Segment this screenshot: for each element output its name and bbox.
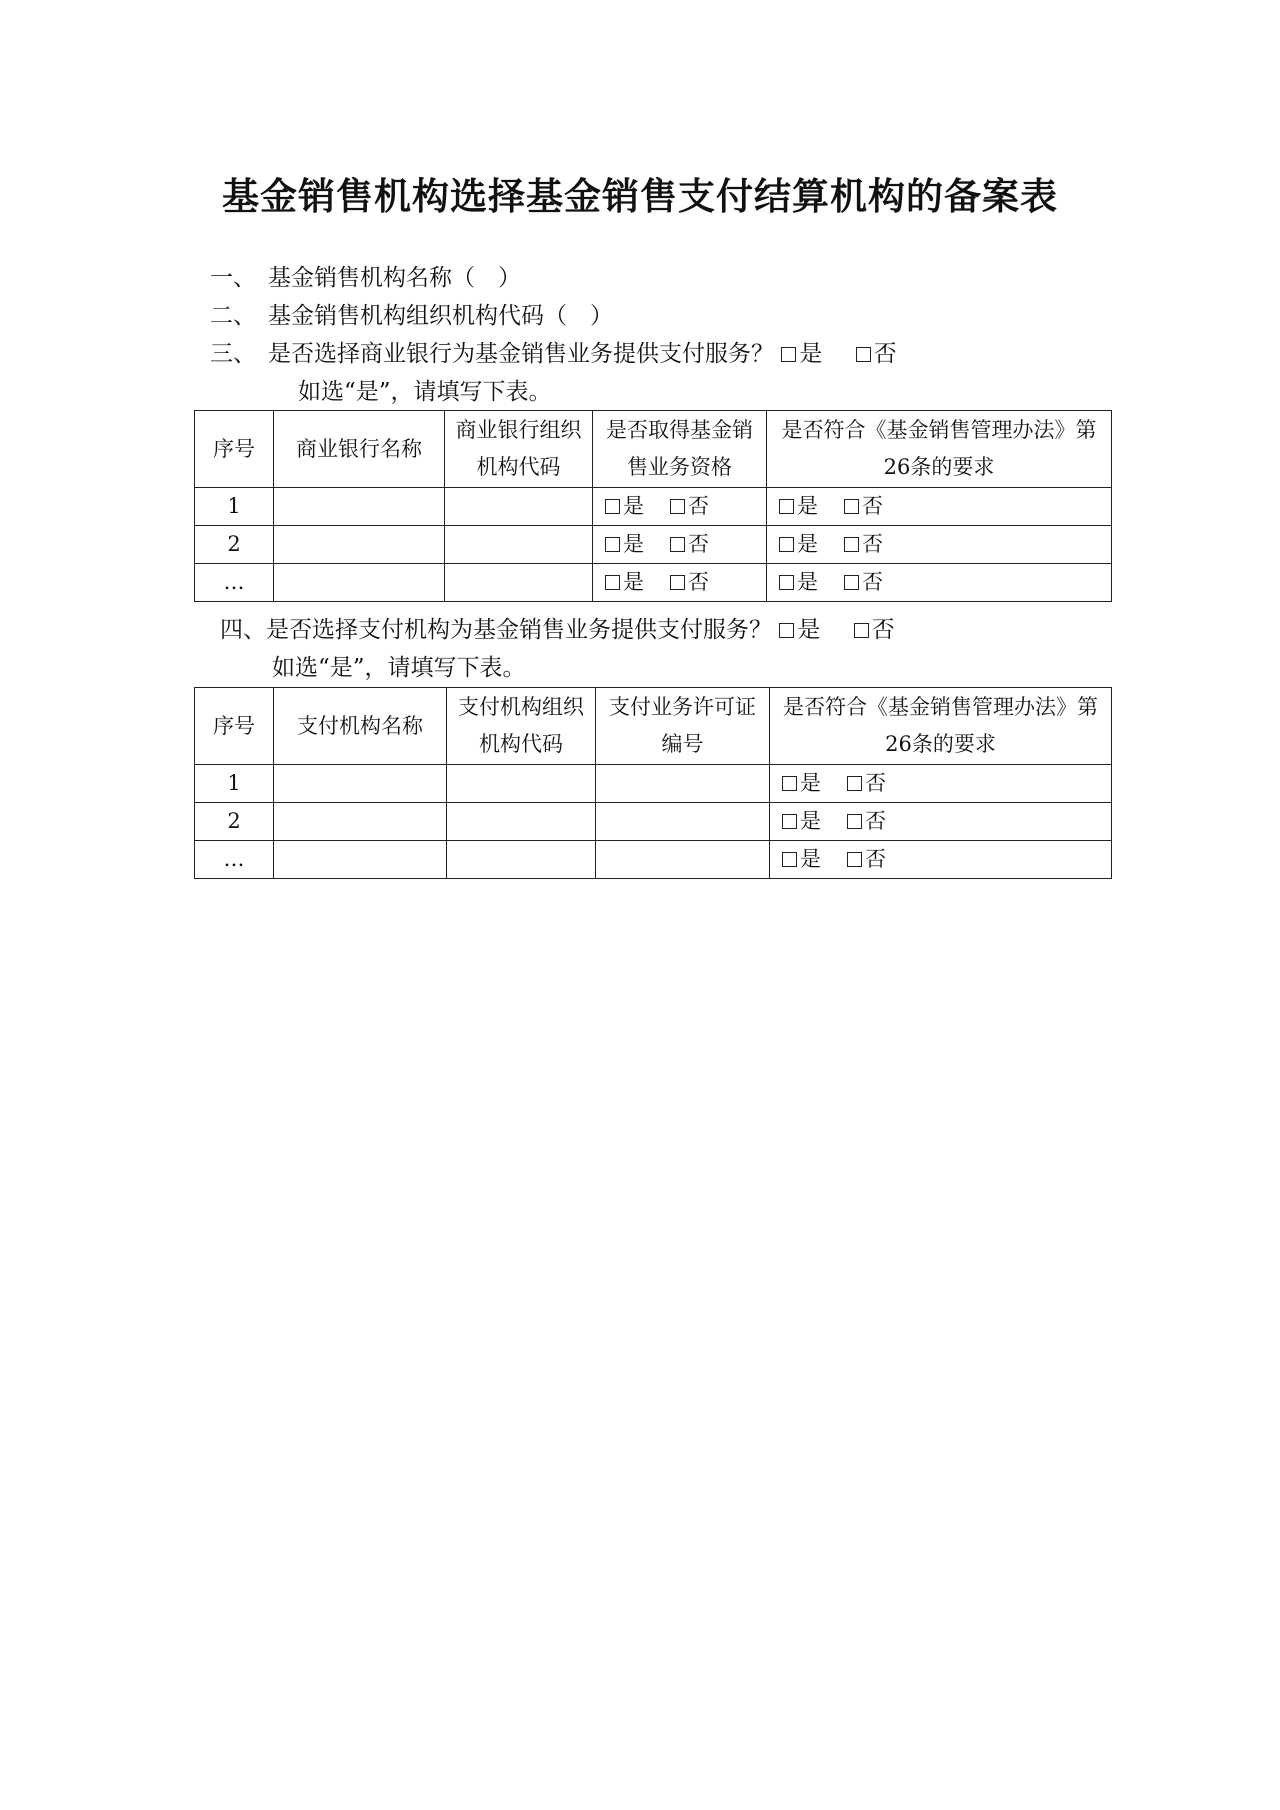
bank-no-option[interactable]: 否 bbox=[856, 339, 897, 369]
page-title: 基金销售机构选择基金销售支付结算机构的备案表 bbox=[222, 175, 1058, 218]
payment-question-text: 四、是否选择支付机构为基金销售业务提供支付服务？ bbox=[220, 617, 772, 643]
bank-name-cell[interactable] bbox=[274, 564, 445, 602]
row-seq: 1 bbox=[195, 765, 274, 803]
item-number: 三、 bbox=[210, 341, 256, 367]
yes-option[interactable]: 是 bbox=[782, 841, 821, 878]
checkbox-icon[interactable] bbox=[779, 499, 794, 514]
yes-option[interactable]: 是 bbox=[782, 803, 821, 840]
compliance-cell bbox=[767, 526, 1112, 564]
checkbox-icon[interactable] bbox=[844, 575, 859, 590]
checkbox-icon[interactable] bbox=[847, 814, 862, 829]
row-seq: … bbox=[195, 841, 274, 879]
yes-option[interactable]: 是 bbox=[605, 526, 644, 563]
compliance-cell bbox=[767, 488, 1112, 526]
bank-table bbox=[194, 410, 1112, 602]
col-header-compliance: 是否符合《基金销售管理办法》第26条的要求 bbox=[770, 688, 1112, 765]
col-header-payment-code: 支付机构组织机构代码 bbox=[447, 688, 596, 765]
item-number: 二、 bbox=[210, 303, 256, 329]
checkbox-icon[interactable] bbox=[847, 852, 862, 867]
no-option[interactable]: 否 bbox=[847, 841, 886, 878]
checkbox-icon[interactable] bbox=[670, 499, 685, 514]
yes-option[interactable]: 是 bbox=[779, 526, 818, 563]
table-row bbox=[195, 841, 1112, 879]
license-number-cell[interactable] bbox=[596, 803, 770, 841]
yes-option[interactable]: 是 bbox=[779, 564, 818, 601]
no-option[interactable]: 否 bbox=[844, 488, 883, 525]
table-row bbox=[195, 564, 1112, 602]
yes-option[interactable]: 是 bbox=[605, 564, 644, 601]
no-option[interactable]: 否 bbox=[844, 564, 883, 601]
no-option[interactable]: 否 bbox=[847, 803, 886, 840]
payment-table-header-row bbox=[195, 688, 1112, 765]
table-row bbox=[195, 488, 1112, 526]
checkbox-icon[interactable] bbox=[779, 537, 794, 552]
checkbox-icon[interactable] bbox=[605, 499, 620, 514]
item-org-name bbox=[210, 263, 521, 293]
row-seq: 2 bbox=[195, 803, 274, 841]
col-header-bank-name: 商业银行名称 bbox=[274, 411, 445, 488]
bank-name-cell[interactable] bbox=[274, 526, 445, 564]
payment-no-option[interactable]: 否 bbox=[854, 615, 895, 645]
payment-code-cell[interactable] bbox=[447, 803, 596, 841]
checkbox-icon[interactable] bbox=[782, 814, 797, 829]
org-code-label: 基金销售机构组织机构代码（ ） bbox=[268, 303, 613, 329]
bank-question-text: 是否选择商业银行为基金销售业务提供支付服务？ bbox=[268, 341, 774, 367]
note-fill-table-2: 如选“是”，请填写下表。 bbox=[272, 655, 526, 681]
no-option[interactable]: 否 bbox=[847, 765, 886, 802]
payment-code-cell[interactable] bbox=[447, 765, 596, 803]
no-option[interactable]: 否 bbox=[670, 564, 709, 601]
item-number: 一、 bbox=[210, 265, 256, 291]
qualification-cell bbox=[593, 488, 767, 526]
org-name-label: 基金销售机构名称（ ） bbox=[268, 265, 521, 291]
compliance-cell bbox=[770, 841, 1112, 879]
table-row bbox=[195, 765, 1112, 803]
bank-yes-option[interactable]: 是 bbox=[781, 339, 822, 369]
checkbox-icon[interactable] bbox=[854, 623, 869, 638]
table-row bbox=[195, 803, 1112, 841]
col-header-bank-code: 商业银行组织机构代码 bbox=[445, 411, 593, 488]
col-header-seq: 序号 bbox=[195, 411, 274, 488]
col-header-license-number: 支付业务许可证编号 bbox=[596, 688, 770, 765]
payment-name-cell[interactable] bbox=[274, 803, 447, 841]
yes-option[interactable]: 是 bbox=[782, 765, 821, 802]
col-header-seq: 序号 bbox=[195, 688, 274, 765]
no-option[interactable]: 否 bbox=[670, 526, 709, 563]
checkbox-icon[interactable] bbox=[605, 537, 620, 552]
bank-name-cell[interactable] bbox=[274, 488, 445, 526]
checkbox-icon[interactable] bbox=[782, 776, 797, 791]
checkbox-icon[interactable] bbox=[844, 537, 859, 552]
col-header-qualification: 是否取得基金销售业务资格 bbox=[593, 411, 767, 488]
payment-name-cell[interactable] bbox=[274, 765, 447, 803]
yes-option[interactable]: 是 bbox=[779, 488, 818, 525]
checkbox-icon[interactable] bbox=[605, 575, 620, 590]
bank-code-cell[interactable] bbox=[445, 564, 593, 602]
checkbox-icon[interactable] bbox=[844, 499, 859, 514]
col-header-compliance: 是否符合《基金销售管理办法》第26条的要求 bbox=[767, 411, 1112, 488]
license-number-cell[interactable] bbox=[596, 765, 770, 803]
row-seq: 1 bbox=[195, 488, 274, 526]
item-org-code bbox=[210, 301, 613, 331]
no-option[interactable]: 否 bbox=[844, 526, 883, 563]
license-number-cell[interactable] bbox=[596, 841, 770, 879]
item-payment-question bbox=[220, 615, 895, 645]
checkbox-icon[interactable] bbox=[847, 776, 862, 791]
bank-code-cell[interactable] bbox=[445, 526, 593, 564]
row-seq: … bbox=[195, 564, 274, 602]
payment-yes-option[interactable]: 是 bbox=[779, 615, 820, 645]
qualification-cell bbox=[593, 526, 767, 564]
compliance-cell bbox=[770, 803, 1112, 841]
checkbox-icon[interactable] bbox=[670, 575, 685, 590]
payment-code-cell[interactable] bbox=[447, 841, 596, 879]
row-seq: 2 bbox=[195, 526, 274, 564]
note-fill-table-1: 如选“是”，请填写下表。 bbox=[298, 379, 552, 405]
checkbox-icon[interactable] bbox=[670, 537, 685, 552]
checkbox-icon[interactable] bbox=[779, 623, 794, 638]
payment-name-cell[interactable] bbox=[274, 841, 447, 879]
col-header-payment-name: 支付机构名称 bbox=[274, 688, 447, 765]
yes-option[interactable]: 是 bbox=[605, 488, 644, 525]
table-row bbox=[195, 526, 1112, 564]
bank-table-header-row bbox=[195, 411, 1112, 488]
qualification-cell bbox=[593, 564, 767, 602]
item-bank-question bbox=[210, 339, 897, 369]
checkbox-icon[interactable] bbox=[781, 347, 796, 362]
payment-table bbox=[194, 687, 1112, 879]
bank-code-cell[interactable] bbox=[445, 488, 593, 526]
checkbox-icon[interactable] bbox=[779, 575, 794, 590]
checkbox-icon[interactable] bbox=[856, 347, 871, 362]
checkbox-icon[interactable] bbox=[782, 852, 797, 867]
compliance-cell bbox=[767, 564, 1112, 602]
compliance-cell bbox=[770, 765, 1112, 803]
no-option[interactable]: 否 bbox=[670, 488, 709, 525]
